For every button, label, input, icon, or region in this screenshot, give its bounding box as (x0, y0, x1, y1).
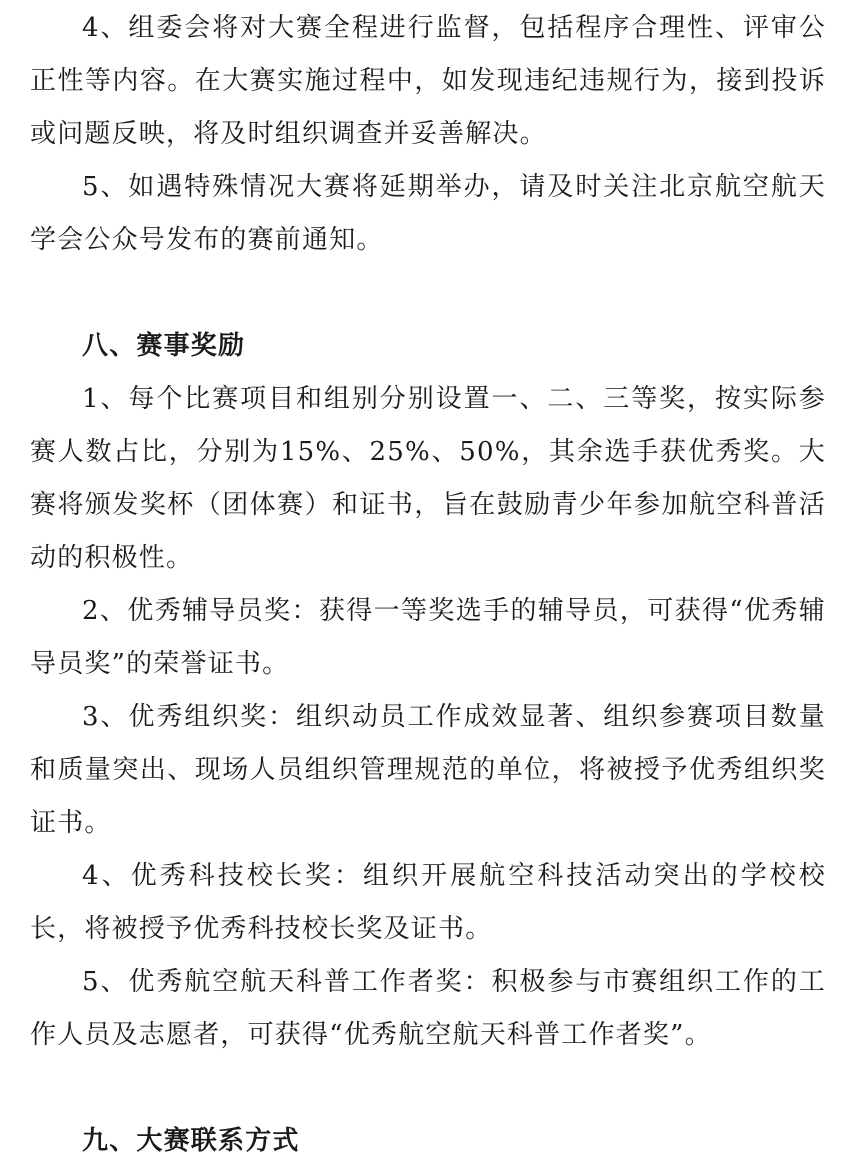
section-heading-contact: 九、大赛联系方式 (82, 1126, 300, 1156)
section-spacer (30, 267, 826, 320)
paragraph-award-item-3: 3、优秀组织奖：组织动员工作成效显著、组织参赛项目数量和质量突出、现场人员组织管理规范的单位，将被授予优秀组织奖证书。 (30, 702, 826, 838)
paragraph-award-item-1: 1、每个比赛项目和组别分别设置一、二、三等奖，按实际参赛人数占比，分别为15%、25%、50%，其余选手获优秀奖。大赛将颁发奖杯（团体赛）和证书，旨在鼓励青少年参加航空科普活动的积极性。 (30, 384, 826, 573)
paragraph-award-item-2: 2、优秀辅导员奖：获得一等奖选手的辅导员，可获得“优秀辅导员奖”的荣誉证书。 (30, 596, 826, 679)
paragraph-item-4-supervision: 4、组委会将对大赛全程进行监督，包括程序合理性、评审公正性等内容。在大赛实施过程中，如发现违纪违规行为，接到投诉或问题反映，将及时组织调查并妥善解决。 (30, 13, 826, 149)
paragraph-item-5-postponement: 5、如遇特殊情况大赛将延期举办，请及时关注北京航空航天学会公众号发布的赛前通知。 (30, 172, 826, 255)
document-page (30, 2, 826, 1168)
paragraph-award-item-5: 5、优秀航空航天科普工作者奖：积极参与市赛组织工作的工作人员及志愿者，可获得“优秀航空航天科普工作者奖”。 (30, 967, 826, 1050)
paragraph-award-item-4: 4、优秀科技校长奖：组织开展航空科技活动突出的学校校长，将被授予优秀科技校长奖及证书。 (30, 861, 826, 944)
section-heading-awards: 八、赛事奖励 (82, 331, 246, 361)
section-spacer (30, 1062, 826, 1115)
